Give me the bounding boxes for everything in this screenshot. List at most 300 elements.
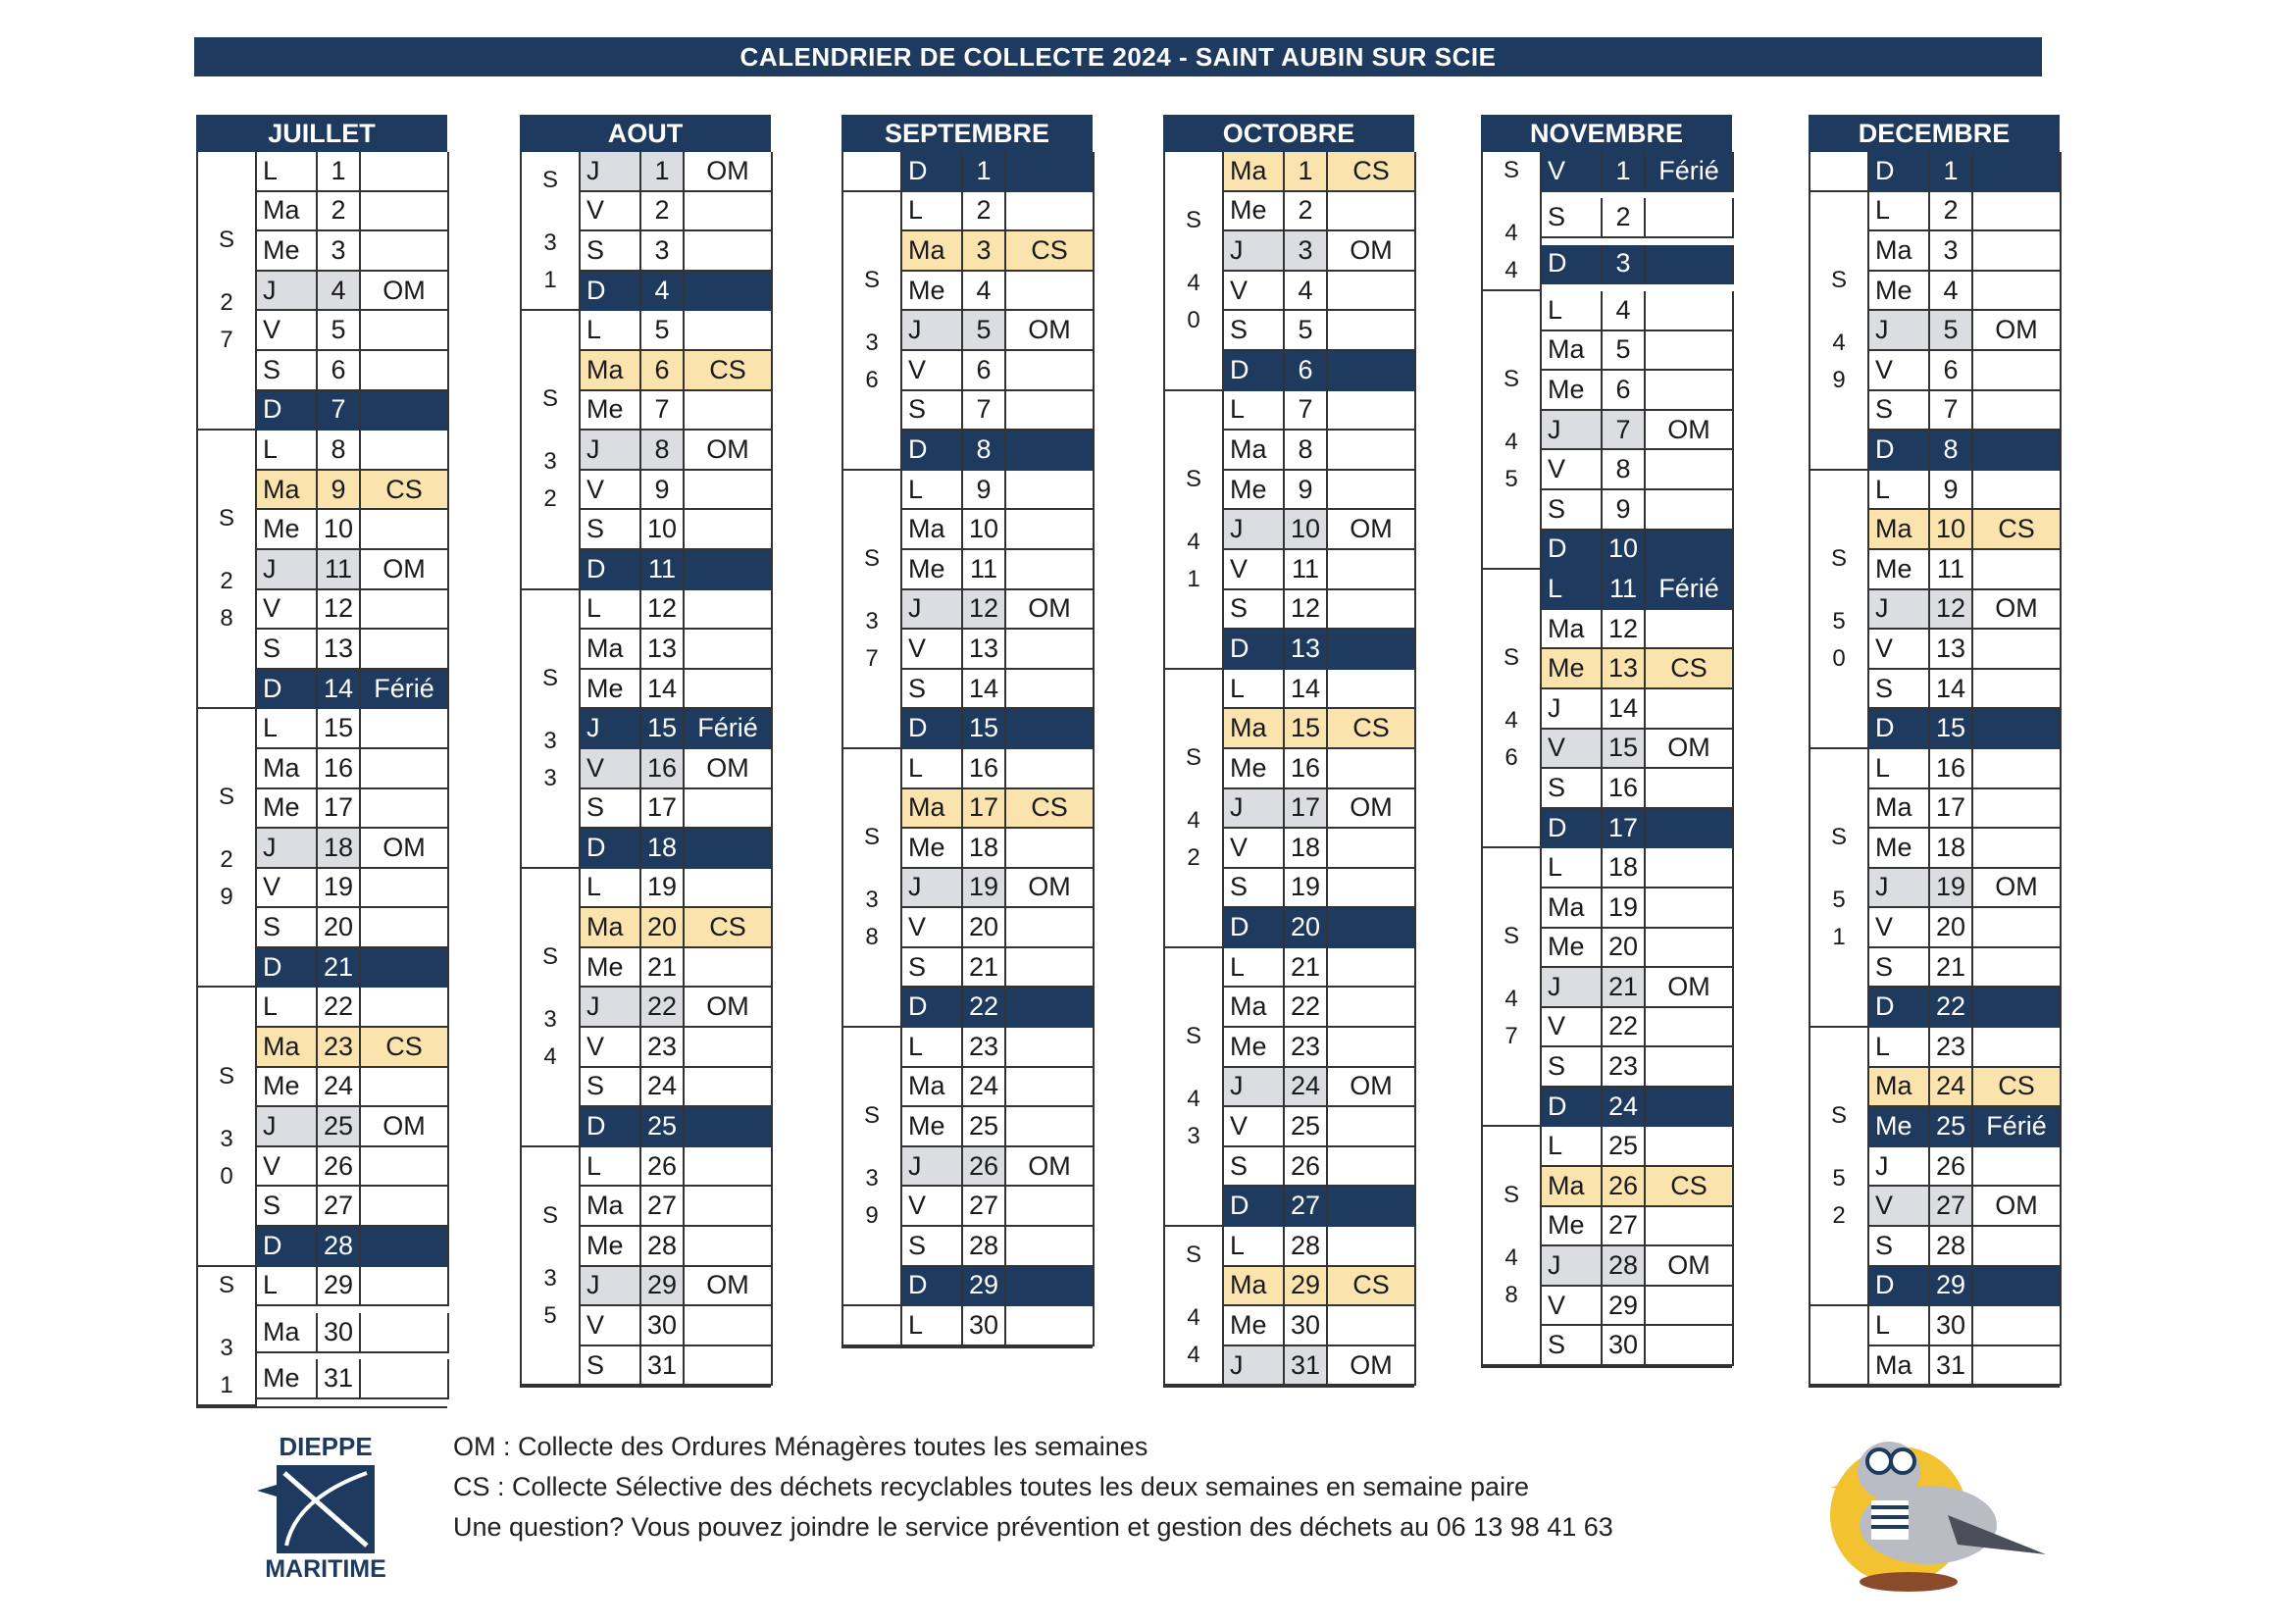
month-header: SEPTEMBRE	[841, 115, 1093, 152]
day-abbrev: J	[1542, 968, 1603, 1008]
collection-note	[1973, 709, 2062, 749]
day-abbrev: L	[1869, 1306, 1930, 1346]
week-number: S 3 5	[522, 1147, 581, 1387]
collection-note	[361, 351, 449, 391]
day-abbrev: J	[1224, 1068, 1285, 1108]
day-abbrev: Me	[581, 948, 641, 989]
week-number: S 4 6	[1483, 570, 1542, 848]
day-number: 6	[641, 351, 685, 391]
week-number: S 5 1	[1810, 749, 1869, 1028]
week-number-digits: 2 8	[220, 568, 233, 633]
day-number: 26	[1930, 1147, 1973, 1188]
page-title: CALENDRIER DE COLLECTE 2024 - SAINT AUBIN SUR SCIE	[194, 37, 2042, 76]
day-number: 8	[1285, 431, 1328, 471]
day-number: 29	[963, 1267, 1006, 1307]
day-abbrev: Me	[581, 1227, 641, 1267]
collection-note	[1328, 670, 1416, 710]
day-abbrev: Ma	[1869, 789, 1930, 830]
day-abbrev: J	[1224, 789, 1285, 830]
day-abbrev: S	[902, 391, 963, 431]
day-number: 16	[963, 749, 1006, 789]
day-abbrev: D	[1224, 630, 1285, 670]
day-number: 14	[1603, 689, 1646, 730]
day-number: 23	[1930, 1028, 1973, 1068]
day-number: 22	[641, 988, 685, 1028]
day-number: 5	[963, 311, 1006, 351]
collection-note: CS	[1973, 1068, 2062, 1108]
day-abbrev: S	[1224, 869, 1285, 909]
day-number: 13	[963, 630, 1006, 670]
collection-note: OM	[1973, 311, 2062, 351]
collection-note: Férié	[1646, 570, 1734, 610]
day-number: 4	[641, 272, 685, 312]
day-abbrev: Ma	[257, 192, 318, 232]
week-number-digits: 4 4	[1504, 220, 1518, 283]
day-number: 1	[1603, 152, 1646, 192]
week-number-digits: 3 2	[543, 448, 557, 513]
collection-note: OM	[1328, 231, 1416, 272]
collection-note	[1006, 709, 1095, 749]
collection-note: CS	[685, 351, 773, 391]
day-abbrev: J	[581, 709, 641, 749]
day-abbrev: Ma	[1224, 988, 1285, 1028]
collection-note	[1006, 391, 1095, 431]
day-abbrev: L	[902, 1028, 963, 1068]
day-abbrev: D	[902, 1267, 963, 1307]
day-abbrev: J	[581, 1267, 641, 1307]
month-octobre	[1163, 115, 1414, 1388]
day-abbrev: V	[581, 192, 641, 232]
day-abbrev: J	[581, 431, 641, 471]
collection-note	[1006, 351, 1095, 391]
day-abbrev: L	[581, 590, 641, 631]
collection-note	[361, 311, 449, 351]
day-abbrev: V	[1869, 908, 1930, 948]
week-number-digits: 4 8	[1504, 1244, 1518, 1309]
day-number: 13	[318, 630, 361, 670]
collection-note	[1973, 391, 2062, 431]
day-abbrev: L	[1869, 1028, 1930, 1068]
collection-note	[361, 789, 449, 830]
day-abbrev: Ma	[581, 630, 641, 670]
week-number-digits: 4 6	[1504, 707, 1518, 772]
collection-note	[1328, 869, 1416, 909]
day-abbrev: D	[257, 670, 318, 710]
week-number: S 4 0	[1165, 152, 1224, 391]
collection-note	[1646, 291, 1734, 331]
day-number: 1	[318, 152, 361, 192]
day-abbrev: S	[1869, 391, 1930, 431]
day-abbrev: Me	[1224, 471, 1285, 511]
collection-note	[1006, 510, 1095, 550]
day-number: 8	[1603, 450, 1646, 490]
collection-note	[1646, 245, 1734, 285]
day-number: 21	[641, 948, 685, 989]
day-number: 21	[1603, 968, 1646, 1008]
day-abbrev: S	[1542, 1047, 1603, 1088]
day-abbrev: V	[1224, 829, 1285, 869]
day-number: 31	[641, 1346, 685, 1387]
day-number: 27	[318, 1187, 361, 1227]
week-number: S 5 2	[1810, 1028, 1869, 1306]
day-number: 8	[1930, 431, 1973, 471]
week-number: S 5 0	[1810, 471, 1869, 749]
day-number: 19	[1930, 869, 1973, 909]
day-abbrev: J	[1542, 411, 1603, 451]
day-number: 15	[1930, 709, 1973, 749]
day-abbrev: Ma	[257, 1313, 318, 1353]
collection-note: CS	[1328, 709, 1416, 749]
day-abbrev: S	[1869, 948, 1930, 989]
collection-note	[1006, 1306, 1095, 1346]
day-abbrev: J	[581, 152, 641, 192]
day-number: 20	[1285, 908, 1328, 948]
day-abbrev: S	[1869, 1227, 1930, 1267]
day-abbrev: S	[257, 908, 318, 948]
day-abbrev: Me	[257, 231, 318, 272]
collection-note	[1006, 630, 1095, 670]
day-number: 12	[963, 590, 1006, 631]
day-abbrev: J	[1869, 1147, 1930, 1188]
day-number: 25	[963, 1107, 1006, 1147]
day-abbrev: D	[1869, 431, 1930, 471]
collection-note: CS	[1646, 649, 1734, 689]
day-abbrev: V	[581, 471, 641, 511]
week-number	[1810, 1306, 1869, 1386]
day-number: 21	[318, 948, 361, 989]
collection-note	[361, 152, 449, 192]
day-abbrev: V	[1542, 1008, 1603, 1048]
legend-cs: CS : Collecte Sélective des déchets recyclables toutes les deux semaines en semaine paire	[453, 1472, 1530, 1501]
day-abbrev: Ma	[257, 471, 318, 511]
day-number: 2	[963, 192, 1006, 232]
collection-note: Férié	[685, 709, 773, 749]
collection-note	[1328, 948, 1416, 989]
collection-note	[1006, 1267, 1095, 1307]
week-number: S 3 0	[198, 988, 257, 1266]
collection-note: OM	[361, 550, 449, 590]
day-number: 16	[318, 749, 361, 789]
day-number: 23	[1603, 1047, 1646, 1088]
day-number: 6	[963, 351, 1006, 391]
day-abbrev: D	[581, 272, 641, 312]
day-abbrev: V	[1224, 272, 1285, 312]
week-number-digits: 3 6	[865, 329, 879, 393]
day-number: 6	[318, 351, 361, 391]
collection-note	[1006, 670, 1095, 710]
collection-note	[1006, 192, 1095, 232]
collection-note	[1646, 490, 1734, 531]
day-abbrev: V	[257, 869, 318, 909]
day-abbrev: L	[1224, 1227, 1285, 1267]
collection-note	[685, 1028, 773, 1068]
day-abbrev: Ma	[257, 1028, 318, 1068]
day-number: 25	[1603, 1127, 1646, 1167]
day-number: 18	[1285, 829, 1328, 869]
week-number-digits: 3 9	[865, 1165, 879, 1230]
day-abbrev: Me	[257, 1359, 318, 1399]
day-abbrev: V	[1869, 630, 1930, 670]
logo-bottom-text: MARITIME	[265, 1555, 386, 1582]
day-abbrev: L	[902, 1306, 963, 1346]
day-number: 7	[1603, 411, 1646, 451]
day-abbrev: L	[1224, 948, 1285, 989]
collection-note	[1973, 749, 2062, 789]
day-number: 21	[1285, 948, 1328, 989]
day-number: 12	[318, 590, 361, 631]
collection-note	[1006, 431, 1095, 471]
collection-note: OM	[685, 988, 773, 1028]
legend	[453, 1427, 1613, 1548]
week-number-digits: 4 7	[1504, 986, 1518, 1050]
collection-note	[685, 272, 773, 312]
day-number: 22	[318, 988, 361, 1028]
day-abbrev: Ma	[581, 1187, 641, 1227]
day-number: 10	[318, 510, 361, 550]
day-abbrev: V	[1224, 550, 1285, 590]
day-number: 2	[1285, 192, 1328, 232]
collection-note	[1328, 908, 1416, 948]
day-number: 23	[318, 1028, 361, 1068]
day-abbrev: D	[581, 1107, 641, 1147]
collection-note	[1973, 272, 2062, 312]
day-abbrev: L	[257, 988, 318, 1028]
collection-note: OM	[685, 152, 773, 192]
day-number: 28	[963, 1227, 1006, 1267]
week-number: S 4 9	[1810, 192, 1869, 471]
day-number: 7	[1285, 391, 1328, 431]
day-number: 20	[318, 908, 361, 948]
collection-note: OM	[1328, 1346, 1416, 1387]
week-number-digits: 4 4	[1187, 1304, 1200, 1369]
day-number: 21	[963, 948, 1006, 989]
collection-note	[1973, 988, 2062, 1028]
week-number-digits: 2 7	[220, 289, 233, 354]
week-number: S 3 3	[522, 590, 581, 869]
collection-note	[685, 630, 773, 670]
collection-note	[685, 192, 773, 232]
day-abbrev: J	[257, 272, 318, 312]
day-abbrev: Me	[257, 1068, 318, 1108]
day-number: 9	[963, 471, 1006, 511]
day-abbrev: Me	[257, 510, 318, 550]
collection-note	[1973, 1028, 2062, 1068]
week-number: S 4 1	[1165, 391, 1224, 670]
collection-note	[1646, 1047, 1734, 1088]
collection-note	[361, 988, 449, 1028]
day-abbrev: Ma	[581, 351, 641, 391]
week-number	[843, 152, 902, 192]
month-header: OCTOBRE	[1163, 115, 1414, 152]
day-abbrev: Ma	[1869, 510, 1930, 550]
day-number: 25	[1930, 1107, 1973, 1147]
day-number: 14	[1930, 670, 1973, 710]
day-number: 29	[1930, 1267, 1973, 1307]
week-number-digits: 3 0	[220, 1125, 233, 1190]
day-number: 28	[1285, 1227, 1328, 1267]
collection-note: OM	[1973, 1187, 2062, 1227]
month-grid	[520, 152, 771, 1388]
collection-note	[1328, 630, 1416, 670]
collection-note: OM	[1646, 411, 1734, 451]
day-number: 4	[1285, 272, 1328, 312]
day-number: 30	[318, 1313, 361, 1353]
day-number: 16	[1930, 749, 1973, 789]
day-abbrev: S	[902, 948, 963, 989]
day-abbrev: V	[1869, 1187, 1930, 1227]
day-number: 3	[318, 231, 361, 272]
day-number: 17	[318, 789, 361, 830]
collection-note	[1646, 198, 1734, 238]
day-number: 30	[1930, 1306, 1973, 1346]
week-number-digits: 5 0	[1832, 607, 1846, 672]
day-number: 17	[1603, 809, 1646, 849]
collection-note	[1973, 1306, 2062, 1346]
day-number: 3	[963, 231, 1006, 272]
week-number: S 3 7	[843, 471, 902, 749]
day-abbrev: Ma	[1224, 152, 1285, 192]
week-number-digits: 5 2	[1832, 1165, 1846, 1230]
day-abbrev: D	[257, 948, 318, 989]
week-number: S 4 3	[1165, 948, 1224, 1227]
day-abbrev: V	[1542, 450, 1603, 490]
day-abbrev: D	[1542, 1088, 1603, 1128]
day-number: 12	[641, 590, 685, 631]
day-abbrev: Ma	[902, 231, 963, 272]
collection-note	[1328, 351, 1416, 391]
collection-note	[685, 311, 773, 351]
collection-note	[1646, 1287, 1734, 1327]
collection-note	[1973, 1147, 2062, 1188]
collection-note	[361, 1267, 449, 1307]
day-number: 23	[963, 1028, 1006, 1068]
collection-note	[1006, 471, 1095, 511]
week-number: S 3 8	[843, 749, 902, 1028]
day-number: 17	[1285, 789, 1328, 830]
day-abbrev: D	[1224, 351, 1285, 391]
day-abbrev: V	[1542, 152, 1603, 192]
collection-note	[1646, 1207, 1734, 1247]
day-number: 9	[641, 471, 685, 511]
day-abbrev: L	[1869, 471, 1930, 511]
collection-note: OM	[1006, 1147, 1095, 1188]
day-number: 18	[1930, 829, 1973, 869]
day-abbrev: J	[1224, 510, 1285, 550]
day-number: 1	[641, 152, 685, 192]
day-number: 12	[1930, 590, 1973, 631]
collection-note	[361, 431, 449, 471]
collection-note	[1646, 1008, 1734, 1048]
day-abbrev: D	[902, 709, 963, 749]
collection-note	[1328, 1306, 1416, 1346]
day-abbrev: S	[581, 789, 641, 830]
collection-note: OM	[1646, 968, 1734, 1008]
day-number: 18	[318, 829, 361, 869]
day-number: 2	[318, 192, 361, 232]
collection-note: OM	[685, 431, 773, 471]
day-abbrev: S	[902, 1227, 963, 1267]
day-abbrev: J	[1869, 311, 1930, 351]
day-abbrev: Ma	[1869, 1068, 1930, 1108]
day-number: 28	[1603, 1246, 1646, 1287]
day-number: 24	[963, 1068, 1006, 1108]
collection-note	[1646, 929, 1734, 969]
collection-note	[361, 510, 449, 550]
day-number: 6	[1603, 371, 1646, 411]
day-abbrev: V	[902, 351, 963, 391]
day-number: 2	[1930, 192, 1973, 232]
week-number: S 3 6	[843, 192, 902, 471]
week-number	[1810, 152, 1869, 192]
week-number-digits: 3 8	[865, 886, 879, 950]
collection-note	[1328, 471, 1416, 511]
day-abbrev: V	[581, 1306, 641, 1346]
week-number: S 3 4	[522, 869, 581, 1147]
collection-note	[1646, 848, 1734, 888]
day-number: 15	[963, 709, 1006, 749]
collection-note	[1646, 531, 1734, 571]
day-abbrev: Ma	[1869, 1346, 1930, 1387]
week-number-digits: 2 9	[220, 846, 233, 911]
day-abbrev: L	[1542, 570, 1603, 610]
day-number: 13	[641, 630, 685, 670]
day-number: 27	[641, 1187, 685, 1227]
day-abbrev: Me	[1542, 649, 1603, 689]
collection-note: OM	[1973, 869, 2062, 909]
collection-note	[361, 869, 449, 909]
day-abbrev: S	[581, 231, 641, 272]
day-number: 17	[641, 789, 685, 830]
day-number: 15	[641, 709, 685, 749]
day-abbrev: Me	[581, 391, 641, 431]
collection-note	[1328, 550, 1416, 590]
day-number: 27	[963, 1187, 1006, 1227]
day-abbrev: J	[902, 311, 963, 351]
collection-note	[1006, 948, 1095, 989]
collection-note	[685, 1187, 773, 1227]
day-number: 10	[1603, 531, 1646, 571]
day-number: 18	[963, 829, 1006, 869]
day-abbrev: D	[1869, 988, 1930, 1028]
collection-note	[1646, 888, 1734, 929]
collection-note	[1006, 749, 1095, 789]
collection-note	[1006, 908, 1095, 948]
month-header: AOUT	[520, 115, 771, 152]
collection-note	[1973, 630, 2062, 670]
day-number: 8	[963, 431, 1006, 471]
week-number-digits: 4 3	[1187, 1085, 1200, 1149]
collection-note	[361, 749, 449, 789]
day-abbrev: L	[257, 709, 318, 749]
day-abbrev: D	[1542, 531, 1603, 571]
day-abbrev: D	[1869, 1267, 1930, 1307]
day-number: 31	[1285, 1346, 1328, 1387]
collection-note: OM	[361, 829, 449, 869]
collection-note	[361, 1227, 449, 1267]
week-number: S 3 1	[522, 152, 581, 311]
day-number: 28	[1930, 1227, 1973, 1267]
day-number: 24	[318, 1068, 361, 1108]
day-number: 16	[641, 749, 685, 789]
day-abbrev: J	[257, 829, 318, 869]
legend-contact: Une question? Vous pouvez joindre le service prévention et gestion des déchets au 06 13 98 41 63	[453, 1512, 1613, 1542]
day-number: 25	[318, 1107, 361, 1147]
day-number: 6	[1285, 351, 1328, 391]
day-number: 15	[318, 709, 361, 749]
collection-note: OM	[1646, 730, 1734, 770]
day-abbrev: L	[902, 749, 963, 789]
day-number: 11	[963, 550, 1006, 590]
